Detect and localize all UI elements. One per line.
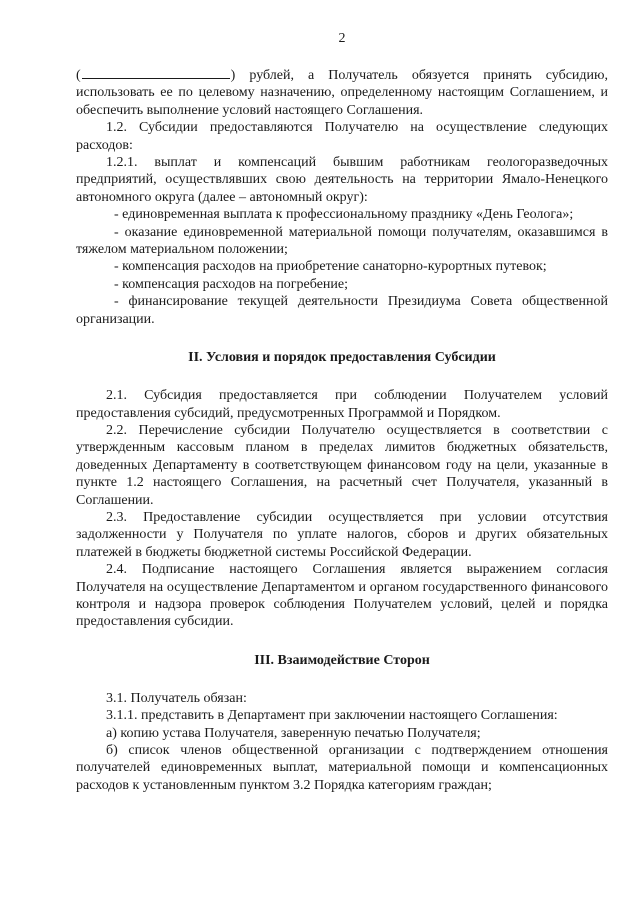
paragraph-2-1: 2.1. Субсидия предоставляется при соблюдении Получателем условий предоставления субсидий, предусмотренных Программой и Порядком.: [76, 388, 608, 421]
page-number: 2: [338, 31, 346, 46]
section-3-heading: III. Взаимодействие Сторон: [254, 652, 430, 668]
paragraph-2-3: 2.3. Предоставление субсидии осуществляется при условии отсутствия задолженности у Получателя по уплате налогов, сборов и других обязательных платежей в бюджеты бюджетной системы Российской Федерации.: [76, 509, 608, 560]
paragraph-1-2-1: 1.2.1. выплат и компенсаций бывшим работникам геологоразведочных предприятий, осуществлявших свою деятельность на территории Ямало-Ненецкого автономного округа (далее – автономный округ):: [76, 155, 608, 205]
list-item-burial: - компенсация расходов на погребение;: [114, 276, 349, 292]
paragraph-3-1-1-a: а) копию устава Получателя, заверенную печатью Получателя;: [106, 725, 481, 741]
intro-paragraph: [76, 64, 608, 119]
intro-text: ) рублей, а Получатель обязуется принять субсидию, использовать ее по целевому назначению, определенному настоящим Соглашением, и обеспечить выполнение условий настоящего Соглашения.: [76, 68, 608, 118]
paragraph-3-1-1-b: б) список членов общественной организации с подтверждением отношения получателей единовременных выплат, материальной помощи и компенсационных расходов к установленным пунктом 3.2 Порядка категориям граждан;: [76, 743, 608, 793]
section-2-heading: II. Условия и порядок предоставления Субсидии: [188, 350, 496, 366]
paragraph-2-4: 2.4. Подписание настоящего Соглашения является выражением согласия Получателя на осуществление Департаментом и органом государственного финансового контроля и надзора проверок соблюдения Получателем условий, целей и порядка предоставления субсидии.: [76, 562, 608, 630]
paragraph-2-2: 2.2. Перечисление субсидии Получателю осуществляется в соответствии с утвержденным кассовым планом в пределах лимитов бюджетных обязательств, доведенных Департаменту в соответствующем финансовом году на цели, указанные в пункте 1.2 настоящего Соглашения, на расчетный счет Получателя, указанный в Соглашении.: [76, 422, 608, 508]
list-item-sanatorium: - компенсация расходов на приобретение санаторно-курортных путевок;: [114, 259, 547, 275]
paragraph-1-2: 1.2. Субсидии предоставляются Получателю на осуществление следующих расходов:: [76, 120, 608, 153]
list-item-presidium: - финансирование текущей деятельности Президиума Совета общественной организации.: [76, 294, 608, 327]
amount-blank-field: [82, 64, 230, 79]
document-page: [76, 30, 608, 794]
list-item-material-aid: - оказание единовременной материальной помощи получателям, оказавшимся в тяжелом материальном положении;: [76, 224, 608, 258]
paragraph-3-1: 3.1. Получатель обязан:: [106, 690, 247, 706]
list-item-geologist-day: - единовременная выплата к профессиональному празднику «День Геолога»;: [114, 207, 574, 223]
amount-paren-open: (: [76, 68, 81, 83]
paragraph-3-1-1: 3.1.1. представить в Департамент при заключении настоящего Соглашения:: [106, 708, 558, 724]
